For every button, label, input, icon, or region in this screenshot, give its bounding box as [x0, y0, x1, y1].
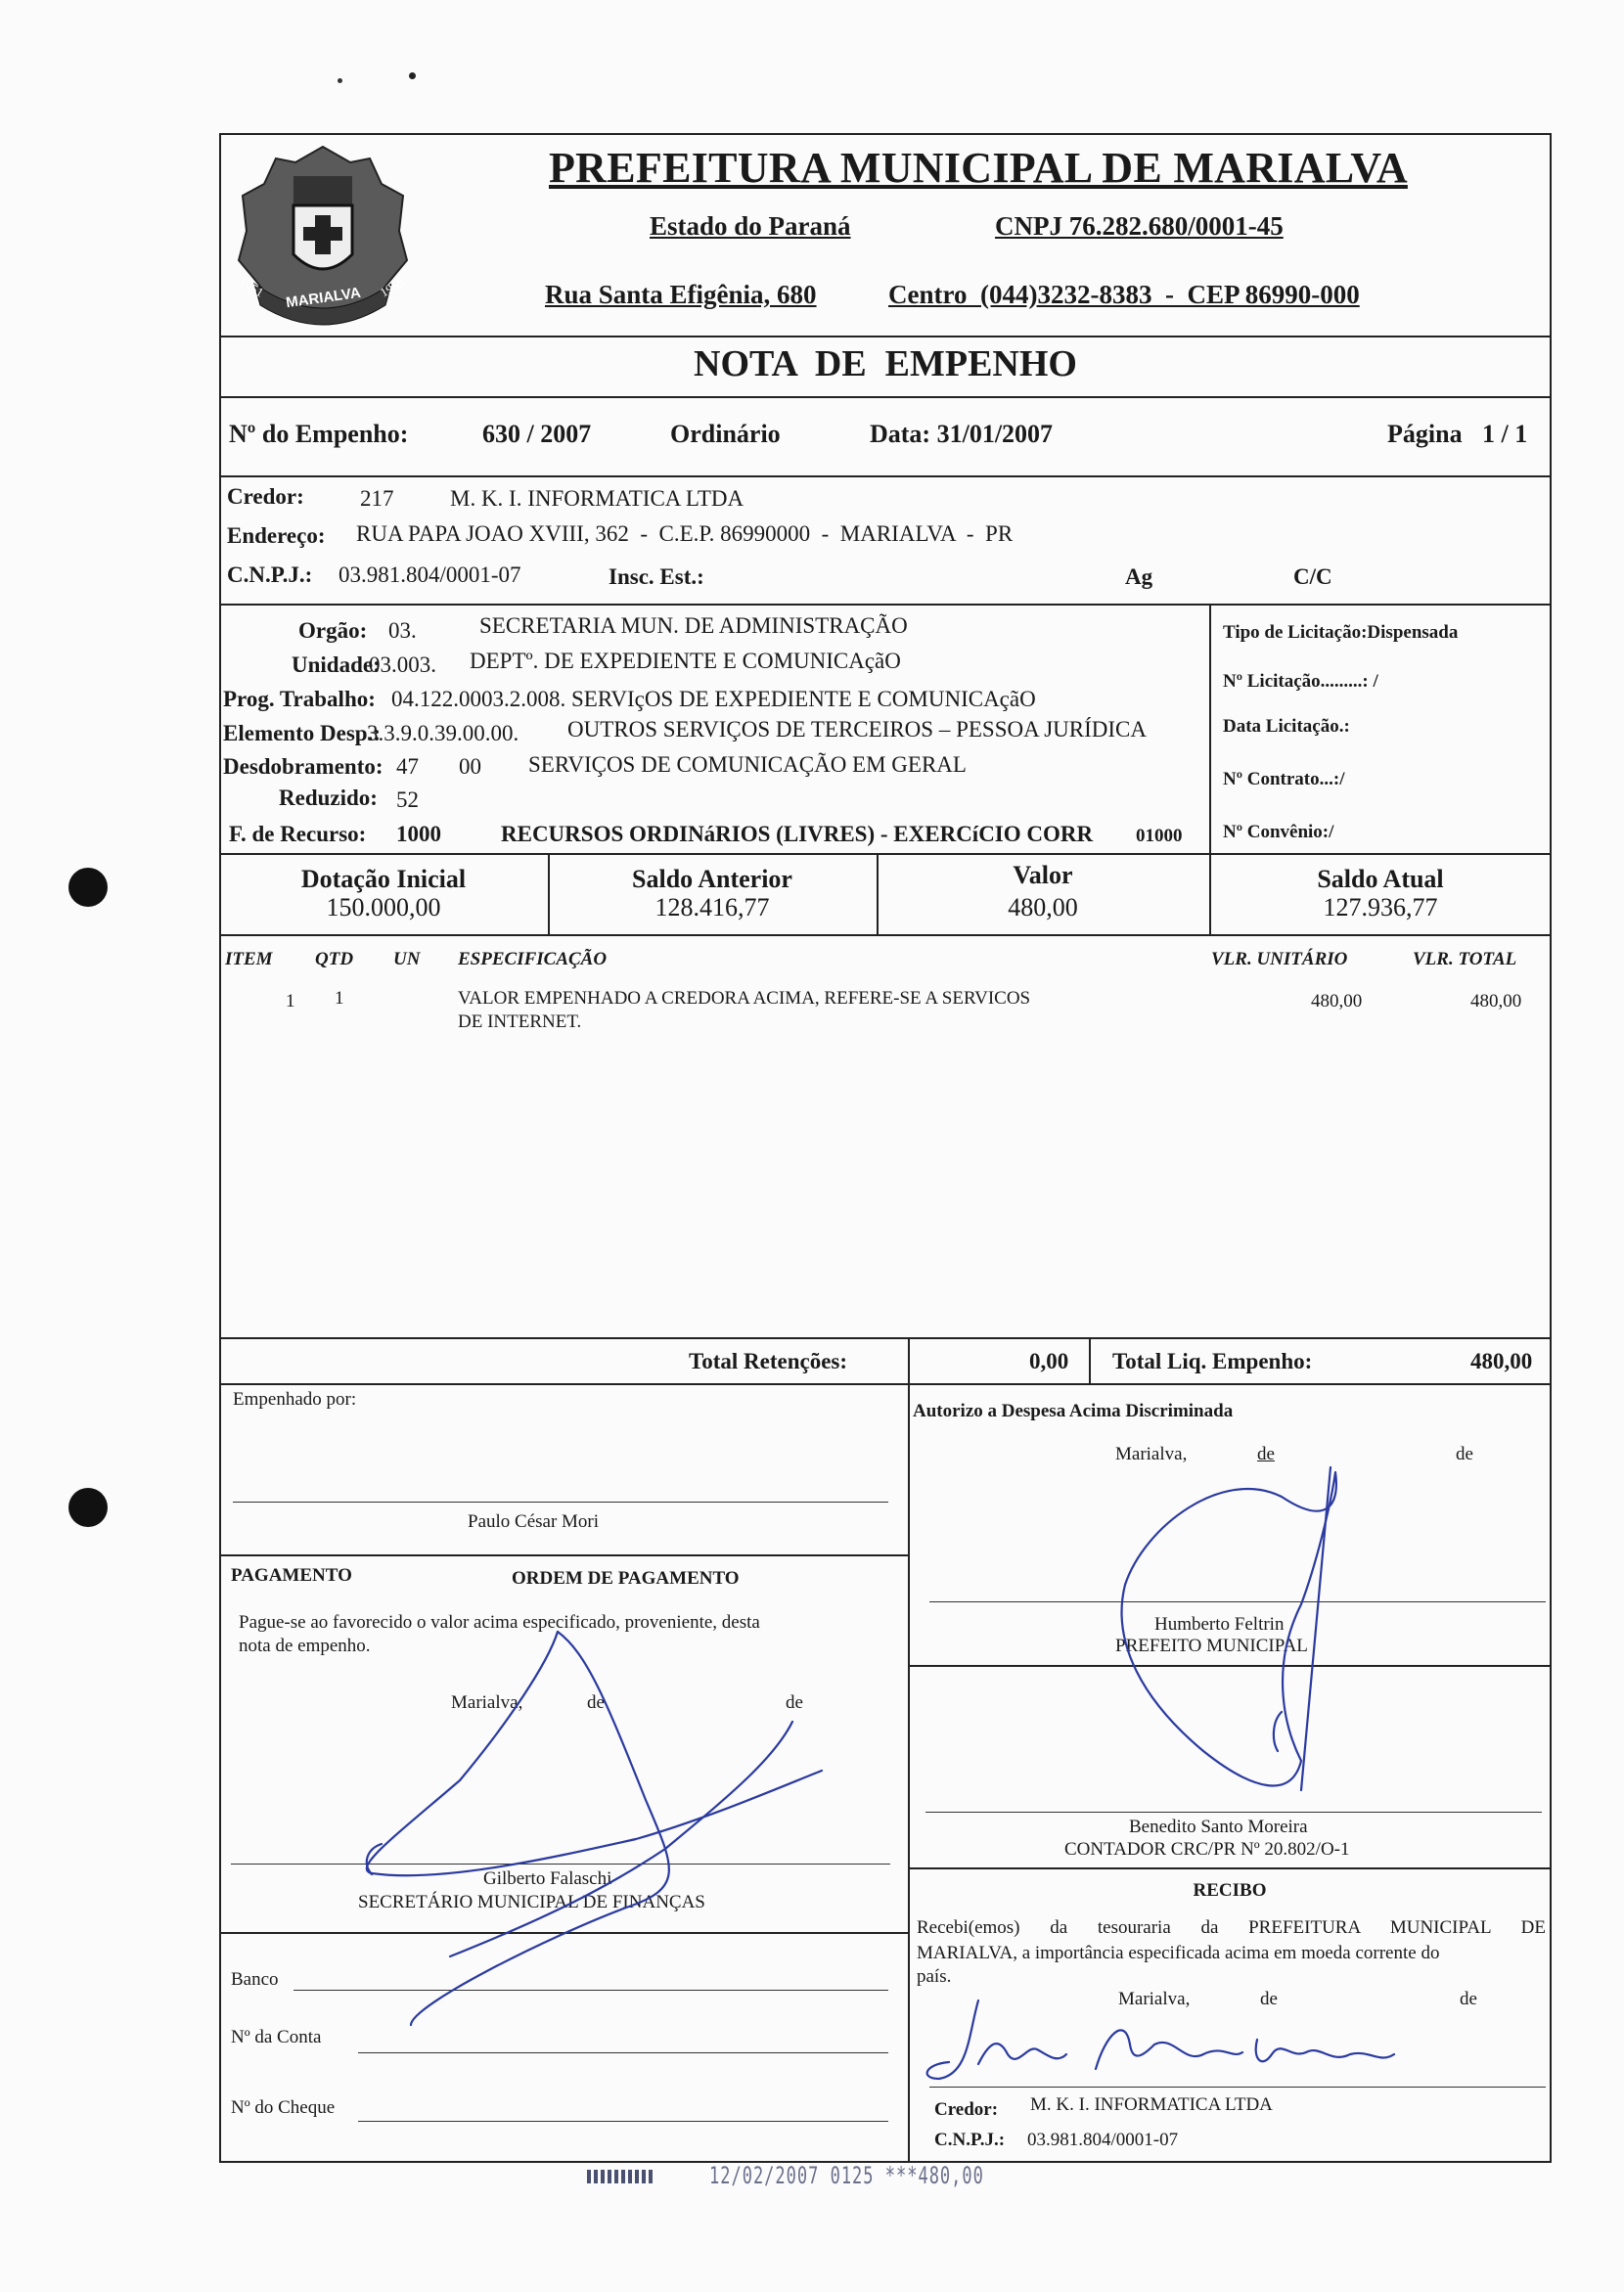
unidade-code: 03.003.: [369, 652, 436, 677]
empenhado-por-name: Paulo César Mori: [468, 1511, 600, 1532]
empenho-number: 630 / 2007: [482, 420, 592, 448]
bank-stamp: 12/02/2007 0125 ***480,00: [709, 2163, 984, 2190]
pague-se-text-2: nota de empenho.: [239, 1636, 371, 1656]
numero-licitacao: Nº Licitação.........: /: [1223, 671, 1378, 692]
elemento-code: 3.3.9.0.39.00.00.: [367, 721, 519, 745]
autorizo-de-2: de: [1456, 1444, 1473, 1464]
cheque-label: Nº do Cheque: [231, 2097, 336, 2118]
recibo-line-3: país.: [917, 1966, 952, 1987]
saldo-atual-label: Saldo Atual: [1317, 865, 1444, 893]
contact-header: Centro (044)3232-8383 - CEP 86990-000: [888, 280, 1360, 309]
insc-est-label: Insc. Est.:: [609, 564, 704, 589]
page-number: 1 / 1: [1482, 420, 1528, 448]
desdobramento-name: SERVIÇOS DE COMUNICAÇÃO EM GERAL: [528, 752, 967, 777]
numero-contrato: Nº Contrato...:/: [1223, 769, 1345, 789]
col-qtd: QTD: [315, 949, 354, 969]
payment-de-1: de: [587, 1692, 605, 1713]
total-retencoes-value: 0,00: [1029, 1349, 1069, 1373]
row-item: 1: [286, 991, 295, 1011]
pague-se-text-1: Pague-se ao favorecido o valor acima especificado, proveniente, desta: [239, 1612, 760, 1633]
cheque-field: [358, 2121, 888, 2122]
elemento-label: Elemento Desp.:: [223, 721, 381, 745]
ag-label: Ag: [1125, 564, 1153, 589]
cc-label: C/C: [1293, 564, 1332, 589]
row-spec-line2: DE INTERNET.: [458, 1011, 582, 1032]
row-spec-line1: VALOR EMPENHADO A CREDORA ACIMA, REFERE-SE A SERVICOS: [458, 988, 1031, 1009]
row-qtd: 1: [335, 988, 344, 1009]
reduzido-label: Reduzido:: [279, 786, 378, 810]
prefeito-name: Humberto Feltrin: [1154, 1614, 1285, 1635]
state-name: Estado do Paraná: [650, 211, 851, 241]
desdobramento-code: 47: [396, 754, 419, 779]
recurso-name: RECURSOS ORDINáRIOS (LIVRES) - EXERCíCIO CORR: [501, 822, 1094, 846]
total-retencoes-label: Total Retenções:: [689, 1349, 848, 1373]
secretario-name: Gilberto Falaschi: [483, 1868, 612, 1889]
recibo-credor-label: Credor:: [934, 2099, 999, 2120]
credor-address: RUA PAPA JOAO XVIII, 362 - C.E.P. 86990000 - MARIALVA - PR: [356, 521, 1014, 546]
banco-label: Banco: [231, 1969, 279, 1990]
autorizo-city: Marialva,: [1115, 1444, 1188, 1464]
recurso-label: F. de Recurso:: [229, 822, 367, 846]
numero-convenio: Nº Convênio:/: [1223, 822, 1334, 842]
recurso-ref: 01000: [1136, 826, 1183, 846]
col-vlr-unitario: VLR. UNITÁRIO: [1211, 949, 1348, 969]
prog-code: 04.122.0003.2.008.: [391, 687, 566, 711]
municipal-seal: [225, 137, 421, 333]
seal-year-right: 1955: [377, 274, 407, 300]
credor-code: 217: [360, 486, 394, 511]
recibo-cnpj-label: C.N.P.J.:: [934, 2130, 1006, 2150]
seal-banner-text: MARIALVA: [285, 284, 362, 312]
payment-city: Marialva,: [451, 1692, 523, 1713]
recibo-line-2: MARIALVA, a importância especificada acima em moeda corrente do: [917, 1943, 1440, 1963]
pagamento-label: PAGAMENTO: [231, 1565, 352, 1586]
saldo-anterior-label: Saldo Anterior: [632, 865, 792, 893]
empenho-number-label: Nº do Empenho:: [229, 420, 409, 448]
saldo-atual-value: 127.936,77: [1323, 893, 1438, 921]
recibo-title: RECIBO: [1193, 1880, 1267, 1901]
empenho-type: Ordinário: [670, 420, 781, 448]
contador-role: CONTADOR CRC/PR Nº 20.802/O-1: [1064, 1839, 1350, 1860]
recibo-cnpj-value: 03.981.804/0001-07: [1027, 2130, 1179, 2150]
recibo-city: Marialva,: [1118, 1989, 1191, 2009]
orgao-label: Orgão:: [298, 618, 368, 643]
valor-value: 480,00: [1008, 893, 1078, 921]
dotacao-label: Dotação Inicial: [300, 865, 467, 893]
recurso-code: 1000: [396, 822, 441, 846]
row-unit-value: 480,00: [1311, 991, 1363, 1011]
ordem-pagamento-label: ORDEM DE PAGAMENTO: [512, 1568, 740, 1589]
banco-field: [293, 1990, 888, 1991]
contador-name: Benedito Santo Moreira: [1129, 1817, 1308, 1837]
autorizo-text: Autorizo a Despesa Acima Discriminada: [913, 1401, 1234, 1421]
prog-label: Prog. Trabalho:: [223, 687, 376, 711]
cnpj-header: CNPJ 76.282.680/0001-45: [995, 211, 1284, 241]
saldo-anterior-value: 128.416,77: [654, 893, 770, 921]
orgao-code: 03.: [388, 618, 417, 643]
seal-year-left: 1951: [237, 274, 267, 300]
address-header: Rua Santa Efigênia, 680: [545, 280, 817, 309]
empenhado-por-label: Empenhado por:: [233, 1389, 357, 1410]
col-item: ITEM: [225, 949, 273, 969]
page-label: Página: [1387, 420, 1463, 448]
recibo-de-1: de: [1260, 1989, 1278, 2009]
punch-hole-top: [68, 868, 108, 907]
credor-cnpj: 03.981.804/0001-07: [338, 562, 521, 587]
total-liquido-label: Total Liq. Empenho:: [1112, 1349, 1313, 1373]
dotacao-value: 150.000,00: [326, 893, 441, 921]
scan-speck: [409, 72, 416, 79]
document-title: NOTA DE EMPENHO: [694, 343, 1077, 384]
data-licitacao: Data Licitação.:: [1223, 716, 1350, 737]
col-un: UN: [393, 949, 421, 969]
tipo-licitacao: Tipo de Licitação:Dispensada: [1223, 622, 1459, 643]
cnpj-label: C.N.P.J.:: [227, 562, 313, 587]
recibo-credor-name: M. K. I. INFORMATICA LTDA: [1030, 2094, 1273, 2115]
prog-name: SERVIçOS DE EXPEDIENTE E COMUNICAçãO: [571, 687, 1036, 711]
empenho-date: Data: 31/01/2007: [870, 420, 1054, 448]
autorizo-de-1: de: [1257, 1444, 1275, 1464]
unidade-label: Unidade:: [292, 652, 381, 677]
payment-de-2: de: [786, 1692, 803, 1713]
reduzido-value: 52: [396, 787, 419, 812]
col-especificacao: ESPECIFICAÇÃO: [458, 949, 608, 969]
secretario-role: SECRETÁRIO MUNICIPAL DE FINANÇAS: [358, 1892, 705, 1912]
unidade-name: DEPTº. DE EXPEDIENTE E COMUNICAçãO: [470, 649, 901, 673]
row-total-value: 480,00: [1470, 991, 1522, 1011]
prefeitura-title: PREFEITURA MUNICIPAL DE MARIALVA: [549, 144, 1408, 192]
elemento-name: OUTROS SERVIÇOS DE TERCEIROS – PESSOA JURÍDICA: [567, 717, 1147, 742]
prefeito-role: PREFEITO MUNICIPAL: [1115, 1636, 1308, 1656]
credor-name: M. K. I. INFORMATICA LTDA: [450, 486, 744, 511]
recibo-line-1: Recebi(emos) da tesouraria da PREFEITURA MUNICIPAL DE: [917, 1917, 1546, 1938]
punch-hole-bottom: [68, 1488, 108, 1527]
desdobramento-sub: 00: [459, 754, 481, 779]
stamp-mark: [587, 2170, 655, 2183]
endereco-label: Endereço:: [227, 523, 326, 548]
recibo-de-2: de: [1460, 1989, 1477, 2009]
scan-speck: [338, 78, 342, 83]
credor-label: Credor:: [227, 484, 304, 509]
valor-label: Valor: [1013, 861, 1073, 889]
total-liquido-value: 480,00: [1470, 1349, 1533, 1373]
col-vlr-total: VLR. TOTAL: [1413, 949, 1517, 969]
desdobramento-label: Desdobramento:: [223, 754, 383, 779]
conta-field: [358, 2052, 888, 2053]
orgao-name: SECRETARIA MUN. DE ADMINISTRAÇÃO: [479, 613, 908, 638]
conta-label: Nº da Conta: [231, 2027, 322, 2047]
